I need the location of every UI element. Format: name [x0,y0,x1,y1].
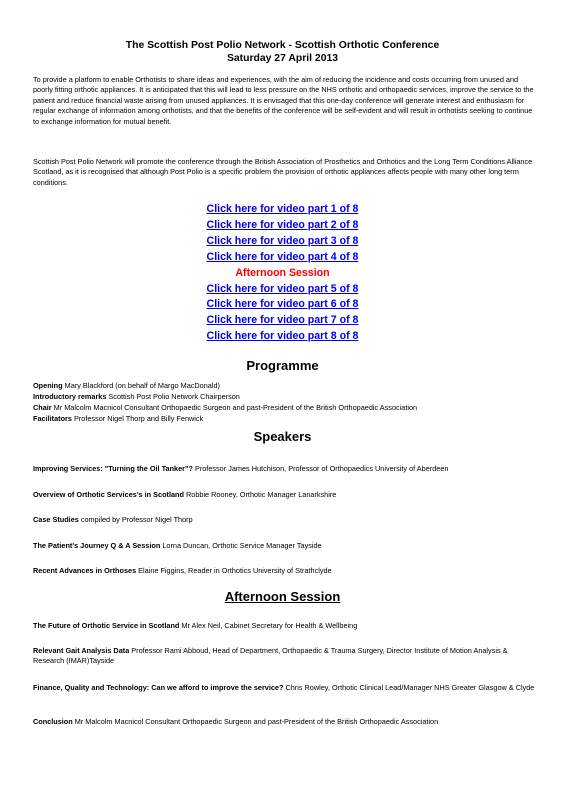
programme-item-chair [33,403,543,413]
speaker-details: Chris Rowley, Orthotic Clinical Lead/Manager NHS Greater Glasgow & Clyde [283,683,535,692]
programme-text: Mr Malcolm Macnicol Consultant Orthopaedic Surgeon and past-President of the British Orthopaedic Association [51,403,418,412]
video-link-part-5[interactable]: Click here for video part 5 of 8 [206,282,359,295]
talk-title: Recent Advances in Orthoses [33,566,137,575]
intro-paragraph-1: To provide a platform to enable Orthotists to share ideas and experiences, with the aim of reducing the incidence and costs occurring from unused and poorly fitting orthotic appliances. It is anticipated that this will lead to less pressure on the NHS orthotic and orthopaedic services, improve the service to the patient and reduce financial waste arising from unused appliances. It is envisaged that this one-day conference will generate interest and enthusiasm for regular exchange of information among orthotists, and that the benefits of the conference will be self-evident and will result in orthotists seeking to continue to exchange information for mutual benefit. [33,75,534,126]
video-link-part-6[interactable]: Click here for video part 6 of 8 [206,298,359,311]
talk-title: Improving Services: "Turning the Oil Tanker"? [33,464,193,473]
video-link-part-2[interactable]: Click here for video part 2 of 8 [206,218,359,231]
speaker-details: compiled by Professor Nigel Thorp [78,515,193,524]
speaker-item [33,541,538,551]
video-links [0,202,565,345]
speakers-heading: Speakers [253,429,312,444]
programme-item-opening [33,381,543,391]
speaker-item [33,490,538,500]
programme-item-introductory-remarks [33,392,543,402]
afternoon-session-heading: Afternoon Session [224,589,341,604]
programme-heading: Programme [246,358,319,373]
video-afternoon-session-label: Afternoon Session [235,266,330,279]
speaker-item [33,515,538,525]
intro-paragraph-2: Scottish Post Polio Network will promote the conference through the British Association of Prosthetics and Orthotics and the Long Term Conditions Alliance Scotland, as it is recognised that although Post Polio is a specific problem the provision of orthotic appliances affects people with many other long term conditions. [33,157,533,187]
afternoon-item [33,717,538,727]
video-link-part-3[interactable]: Click here for video part 3 of 8 [206,234,359,247]
programme-label: Chair [33,403,52,412]
speaker-details: Elaine Figgins, Reader in Orthotics University of Strathclyde [136,566,332,575]
talk-title: Relevant Gait Analysis Data [33,646,130,655]
speaker-details: Professor James Hutchison, Professor of Orthopaedics University of Aberdeen [192,464,449,473]
programme-text: Scottish Post Polio Network Chairperson [106,392,240,401]
speaker-details: Mr Alex Neil, Cabinet Secretary for Health & Wellbeing [179,621,358,630]
talk-title: Overview of Orthotic Services's in Scotland [33,490,184,499]
speaker-details: Robbie Rooney, Orthotic Manager Lanarkshire [183,490,337,499]
speaker-details: Professor Rami Abboud, Head of Department, Orthopaedic & Trauma Surgery, Director Institute of Motion Analysis & Research (IMAR)Tayside [33,646,508,666]
video-link-part-4[interactable]: Click here for video part 4 of 8 [206,250,359,263]
speaker-details: Mr Malcolm Macnicol Consultant Orthopaedic Surgeon and past-President of the British Orthopaedic Association [72,717,439,726]
speaker-details: Lorna Duncan, Orthotic Service Manager Tayside [160,541,322,550]
programme-label: Facilitators [33,414,72,423]
talk-title: Conclusion [33,717,73,726]
document-date: Saturday 27 April 2013 [226,53,339,64]
video-link-part-8[interactable]: Click here for video part 8 of 8 [206,330,359,343]
programme-label: Introductory remarks [33,392,107,401]
programme-text: Mary Blackford (on behalf of Margo MacDonald) [62,381,220,390]
speaker-item [33,566,538,576]
afternoon-item [33,621,538,631]
programme-label: Opening [33,381,63,390]
programme-item-facilitators [33,414,543,424]
video-link-part-7[interactable]: Click here for video part 7 of 8 [206,314,359,327]
talk-title: Finance, Quality and Technology: Can we afford to improve the service? [33,683,284,692]
talk-title: The Patient's Journey Q & A Session [33,541,161,550]
video-link-part-1[interactable]: Click here for video part 1 of 8 [206,203,359,215]
talk-title: Case Studies [33,515,79,524]
programme-text: Professor Nigel Thorp and Billy Fenwick [71,414,204,423]
afternoon-item [33,646,538,667]
document-title: The Scottish Post Polio Network - Scottish Orthotic Conference [125,40,440,51]
talk-title: The Future of Orthotic Service in Scotland [33,621,180,630]
speaker-item [33,464,538,474]
afternoon-item [33,683,538,693]
